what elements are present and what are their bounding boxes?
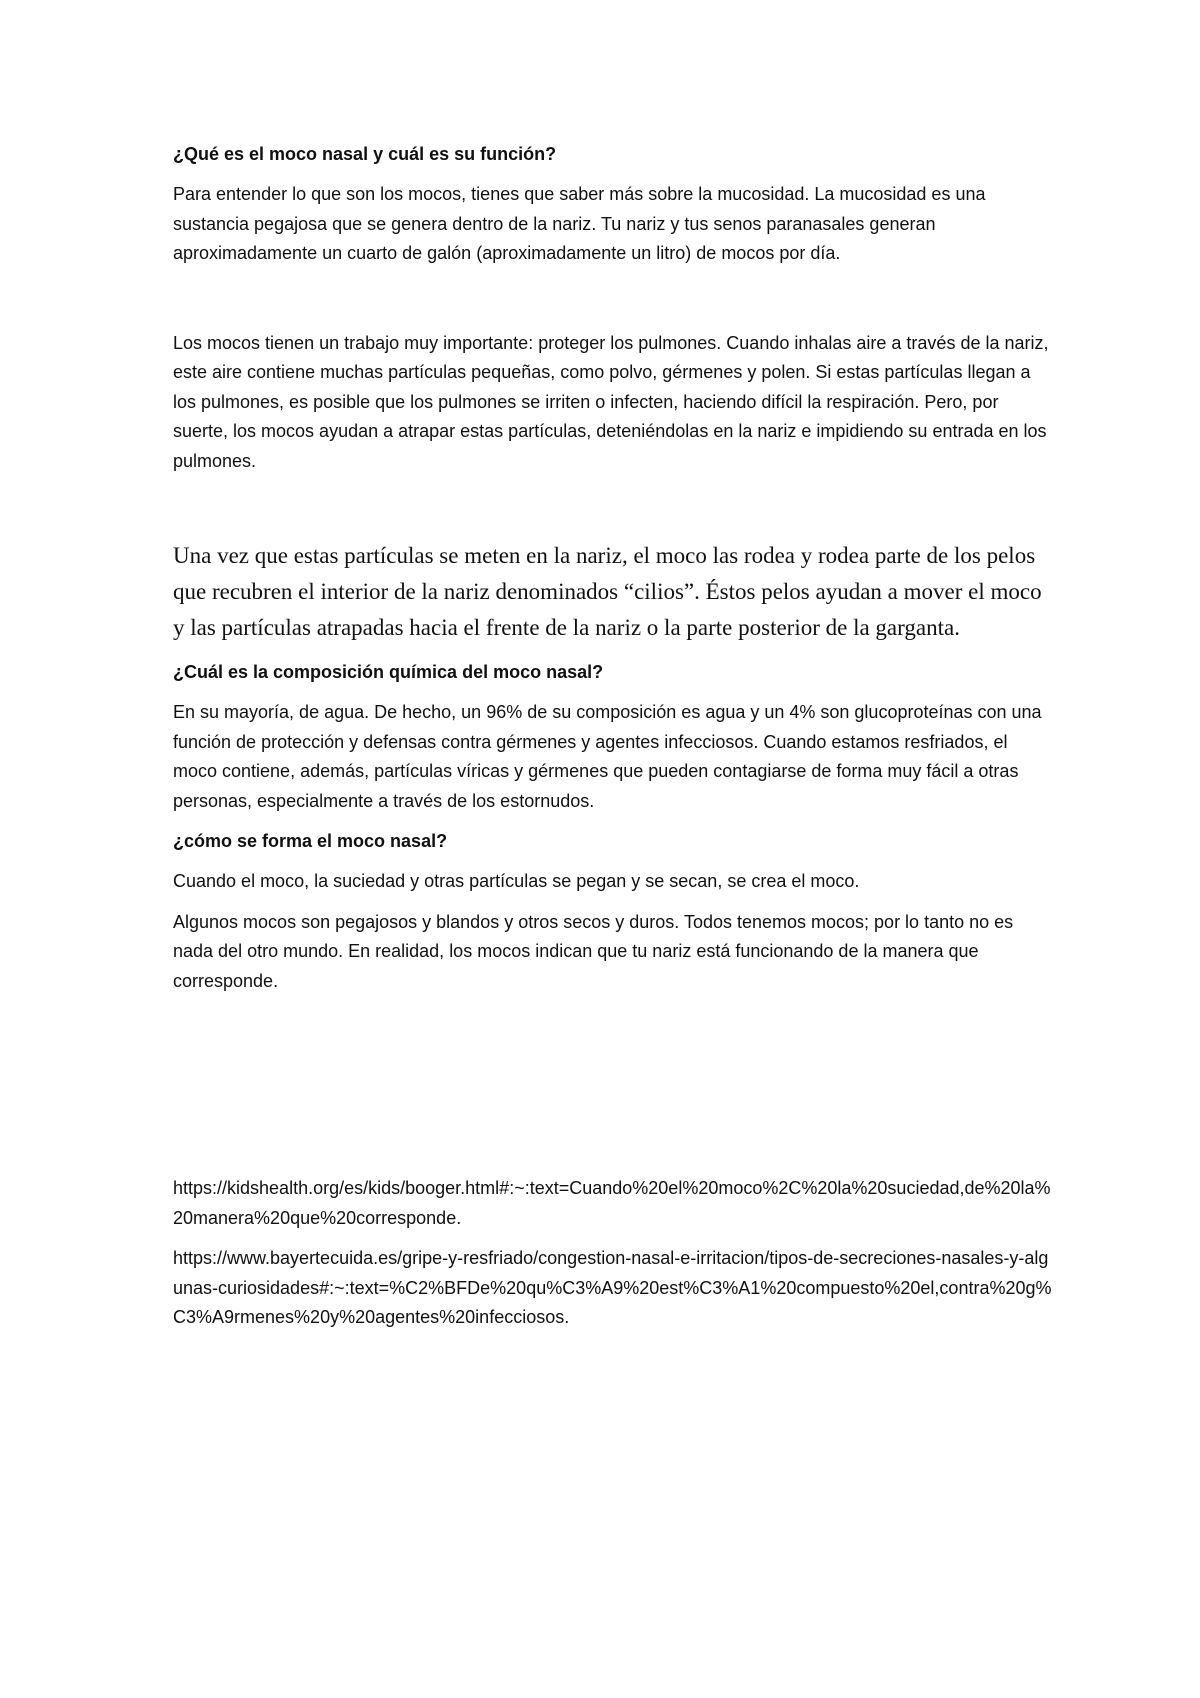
paragraph-cilios: Una vez que estas partículas se meten en la nariz, el moco las rodea y rodea parte de los pelos que recubren el interior de la nariz denominados “cilios”. Éstos pelos ayudan a mover el moco y las partículas atrapadas hacia el frente de la nariz o la parte posterior de la garganta. <box>173 543 1042 640</box>
paragraph-proteger-pulmones: Los mocos tienen un trabajo muy importante: proteger los pulmones. Cuando inhalas aire a través de la nariz, este aire contiene muchas partículas pequeñas, como polvo, gérmenes y polen. Si estas partículas llegan a los pulmones, es posible que los pulmones se irriten o infecten, haciendo difícil la respiración. Pero, por suerte, los mocos ayudan a atrapar estas partículas, deteniéndolas en la nariz e impidiendo su entrada en los pulmones. <box>173 332 1049 471</box>
document-page <box>173 140 1053 1344</box>
paragraph-mucosidad: Para entender lo que son los mocos, tienes que saber más sobre la mucosidad. La mucosidad es una sustancia pegajosa que se genera dentro de la nariz. Tu nariz y tus senos paranasales generan aproximadamente un cuarto de galón (aproximadamente un litro) de mocos por día. <box>173 184 986 263</box>
source-link-bayertecuida[interactable]: https://www.bayertecuida.es/gripe-y-resfriado/congestion-nasal-e-irritacion/tipos-de-secreciones-nasales-y-algunas-curiosidades#:~:text=%C2%BFDe%20qu%C3%A9%20est%C3%A1%20compuesto%20el,contra%20g%C3%A9rmenes%20y%20agentes%20infecciosos. <box>173 1248 1052 1327</box>
source-link-kidshealth[interactable]: https://kidshealth.org/es/kids/booger.html#:~:text=Cuando%20el%20moco%2C%20la%20suciedad,de%20la%20manera%20que%20corresponde. <box>173 1178 1051 1228</box>
section-heading-composition: ¿Cuál es la composición química del moco nasal? <box>173 662 604 682</box>
paragraph-tipos-mocos: Algunos mocos son pegajosos y blandos y otros secos y duros. Todos tenemos mocos; por lo tanto no es nada del otro mundo. En realidad, los mocos indican que tu nariz está funcionando de la manera que corresponde. <box>173 911 1014 991</box>
section-heading-function: ¿Qué es el moco nasal y cuál es su función? <box>173 144 557 164</box>
paragraph-composicion: En su mayoría, de agua. De hecho, un 96% de su composición es agua y un 4% son glucoproteínas con una función de protección y defensas contra gérmenes y agentes infecciosos. Cuando estamos resfriados, el moco contiene, además, partículas víricas y gérmenes que pueden contagiarse de forma muy fácil a otras personas, especialmente a través de los estornudos. <box>173 702 1042 811</box>
paragraph-formacion: Cuando el moco, la suciedad y otras partículas se pegan y se secan, se crea el moco. <box>173 871 860 891</box>
section-heading-formation: ¿cómo se forma el moco nasal? <box>173 831 448 851</box>
